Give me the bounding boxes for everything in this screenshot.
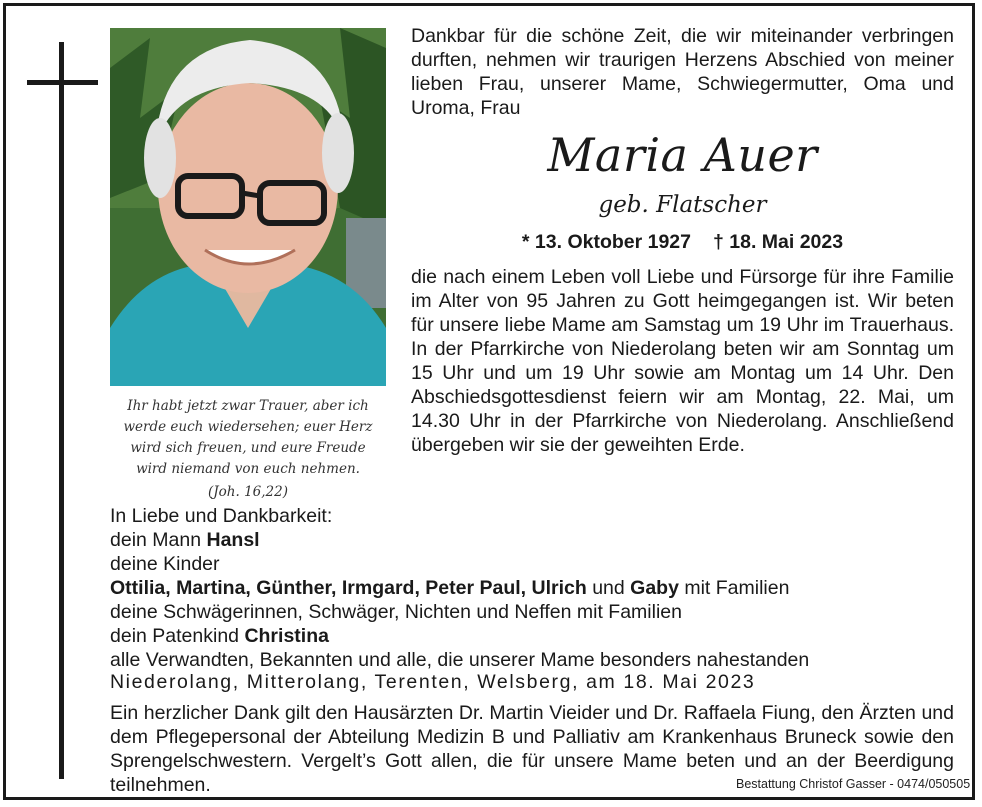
quote-line: wird niemand von euch nehmen. [136, 461, 360, 477]
quote-line: Ihr habt jetzt zwar Trauer, aber ich [127, 398, 369, 414]
godchild-prefix: dein Patenkind [110, 625, 245, 647]
cross-icon-vertical [59, 42, 64, 779]
undertaker-credit: Bestattung Christof Gasser - 0474/050505 [736, 777, 971, 791]
godchild-line [110, 624, 970, 648]
deceased-name: Maria Auer [547, 128, 818, 182]
children-and: und [586, 577, 631, 599]
children-line [110, 576, 970, 600]
intro-text: Dankbar für die schöne Zeit, die wir miteinander verbringen durften, nehmen wir traurigen Herzens Abschied von meiner lieben Frau, unserer Mame, Schwiegermutter, Oma und Uroma, Frau [411, 25, 954, 119]
announcement-text: die nach einem Leben voll Liebe und Fürsorge für ihre Familie im Alter von 95 Jahren zu Gott heimgegangen ist. Wir beten für unsere liebe Mame am Samstag um 19 Uhr im Trauerhaus. In der Pfarrkirche von Niederolang beten wir am Sonntag um 15 Uhr und um 19 Uhr sowie am Montag um 14 Uhr. Den Abschiedsgottesdienst feiern wir am Montag, 22. Mai, um 14.30 Uhr in der Pfarrkirche von Niederolang. Anschließend übergeben wir sie der geweihten Erde. [411, 266, 954, 456]
family-intro: In Liebe und Dankbarkeit: [110, 505, 333, 527]
birth-date: * 13. Oktober 1927 [521, 231, 691, 253]
quote-reference: (Joh. 16,22) [208, 484, 288, 500]
cross-icon-horizontal [27, 80, 98, 85]
husband-prefix: dein Mann [110, 529, 207, 551]
family-list [110, 504, 970, 672]
children-label: deine Kinder [110, 553, 220, 575]
relatives-line: alle Verwandten, Bekannten und alle, die unserer Mame besonders nahestanden [110, 649, 810, 671]
children-suffix: mit Familien [678, 577, 790, 599]
portrait-illustration [110, 28, 386, 386]
birth-name: geb. Flatscher [598, 192, 767, 218]
family-husband-line [110, 528, 970, 552]
bible-quote [110, 396, 386, 503]
husband-name: Hansl [206, 529, 260, 551]
thanks-text: Ein herzlicher Dank gilt den Hausärzten Dr. Martin Vieider und Dr. Raffaela Fiung, den Ärzten und dem Pflegepersonal der Abteilung Medizin B und Palliativ am Krankenhaus Bruneck sowie den Sprengelschwestern. Vergelt’s Gott allen, die für unsere Mame beten und an der Beerdigung teilnehmen. [110, 702, 954, 796]
places-date: Niederolang, Mitterolang, Terenten, Welsberg, am 18. Mai 2023 [110, 671, 756, 693]
quote-line: werde euch wiedersehen; euer Herz [123, 419, 373, 435]
godchild-name: Christina [244, 625, 329, 647]
death-date: † 18. Mai 2023 [713, 231, 844, 253]
children-names: Ottilia, Martina, Günther, Irmgard, Peter Paul, Ulrich [110, 577, 587, 599]
children-last: Gaby [630, 577, 679, 599]
quote-line: wird sich freuen, und eure Freude [130, 440, 366, 456]
portrait-photo [110, 28, 386, 386]
inlaws-line: deine Schwägerinnen, Schwäger, Nichten und Neffen mit Familien [110, 601, 682, 623]
life-dates [411, 229, 954, 255]
